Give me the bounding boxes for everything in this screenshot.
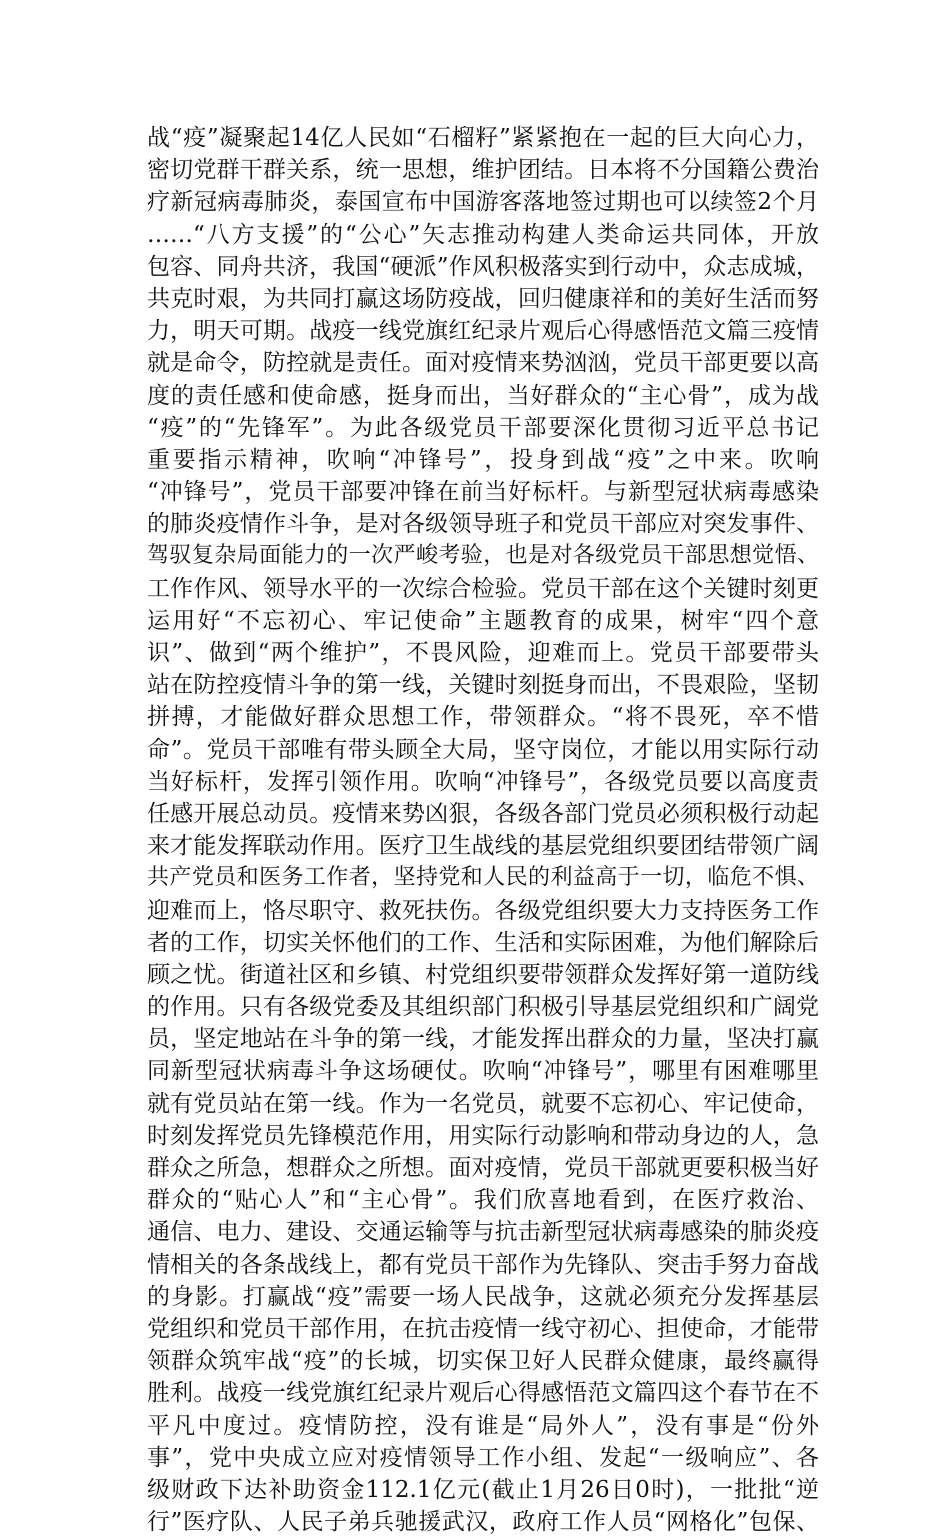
text-line: 命”。党员干部唯有带头顾全大局，坚守岗位，才能以用实际行动 [147,736,819,763]
text-line: 时刻发挥党员先锋模范作用，用实际行动影响和带动身边的人，急 [147,1122,819,1149]
text-line: 群众的“贴心人”和“主心骨”。我们欣喜地看到，在医疗救治、 [147,1187,819,1214]
text-line: “冲锋号”，党员干部要冲锋在前当好标杆。与新型冠状病毒感染 [147,479,819,506]
text-line: 情相关的各条战线上，都有党员干部作为先锋队、突击手努力奋战 [147,1251,819,1278]
text-line: 级财政下达补助资金112.1亿元(截止1月26日0时)，一批批“逆 [147,1476,819,1503]
text-line: 共产党员和医务工作者，坚持党和人民的利益高于一切，临危不惧、 [147,865,819,891]
text-line: 驾驭复杂局面能力的一次严峻考验，也是对各级党员干部思想觉悟、 [147,543,819,569]
text-line: 领群众筑牢战“疫”的长城，切实保卫好人民群众健康，最终赢得 [147,1348,819,1375]
text-line: 就是命令，防控就是责任。面对疫情来势汹汹，党员干部更要以高 [147,350,819,377]
text-line: 站在防控疫情斗争的第一线，关键时刻挺身而出，不畏艰险，坚韧 [147,672,819,699]
text-line: 的作用。只有各级党委及其组织部门积极引导基层党组织和广阔党 [147,994,819,1021]
text-line: 就有党员站在第一线。作为一名党员，就要不忘初心、牢记使命， [147,1090,819,1117]
text-line: 包容、同舟共济，我国“硬派”作风积极落实到行动中，众志成城， [147,253,819,280]
text-line: 迎难而上，恪尽职守、救死扶伤。各级党组织要大力支持医务工作 [147,897,819,924]
text-line: 共克时艰，为共同打赢这场防疫战，回归健康祥和的美好生活而努 [147,285,819,312]
text-line: 行”医疗队、人民子弟兵驰援武汉，政府工作人员“网格化”包保、 [147,1509,819,1536]
text-line: 的身影。打赢战“疫”需要一场人民战争，这就必须充分发挥基层 [147,1283,819,1310]
text-line: 党组织和党员干部作用，在抗击疫情一线守初心、担使命，才能带 [147,1315,819,1342]
text-line: 当好标杆，发挥引领作用。吹响“冲锋号”，各级党员要以高度责 [147,768,819,795]
text-line: 运用好“不忘初心、牢记使命”主题教育的成果，树牢“四个意 [147,607,819,634]
text-line: 力，明天可期。战疫一线党旗红纪录片观后心得感悟范文篇三疫情 [147,318,819,345]
text-line: 工作作风、领导水平的一次综合检验。党员干部在这个关键时刻更 [147,575,819,602]
body-text [147,122,819,1538]
text-line: 重要指示精神，吹响“冲锋号”，投身到战“疫”之中来。吹响 [147,446,819,473]
text-line: ……“八方支援”的“公心”矢志推动构建人类命运共同体，开放 [147,221,819,248]
text-line: 任感开展总动员。疫情来势凶狠，各级各部门党员必须积极行动起 [147,800,819,827]
text-line: 来才能发挥联动作用。医疗卫生战线的基层党组织要团结带领广阔 [147,833,819,860]
text-line: 平凡中度过。疫情防控，没有谁是“局外人”，没有事是“份外 [147,1412,819,1439]
text-line: 事”，党中央成立应对疫情领导工作小组、发起“一级响应”、各 [147,1444,819,1471]
text-line: 战“疫”凝聚起14亿人民如“石榴籽”紧紧抱在一起的巨大向心力， [147,125,819,151]
text-line: 识”、做到“两个维护”，不畏风险，迎难而上。党员干部要带头 [147,640,819,666]
text-line: 者的工作，切实关怀他们的工作、生活和实际困难，为他们解除后 [147,929,819,956]
text-line: 的肺炎疫情作斗争，是对各级领导班子和党员干部应对突发事件、 [147,511,819,538]
text-line: 密切党群干群关系，统一思想，维护团结。日本将不分国籍公费治 [147,157,819,184]
text-line: 通信、电力、建设、交通运输等与抗击新型冠状病毒感染的肺炎疫 [147,1219,819,1246]
text-line: 疗新冠病毒肺炎，泰国宣布中国游客落地签过期也可以续签2个月 [147,189,819,216]
text-line: 顾之忧。街道社区和乡镇、村党组织要带领群众发挥好第一道防线 [147,961,819,988]
text-line: 度的责任感和使命感，挺身而出，当好群众的“主心骨”，成为战 [147,382,819,409]
text-line: 拼搏，才能做好群众思想工作，带领群众。“将不畏死，卒不惜 [147,704,819,731]
text-line: 群众之所急，想群众之所想。面对疫情，党员干部就更要积极当好 [147,1155,819,1181]
text-line: “疫”的“先锋军”。为此各级党员干部要深化贯彻习近平总书记 [147,414,819,441]
text-line: 同新型冠状病毒斗争这场硬仗。吹响“冲锋号”，哪里有困难哪里 [147,1058,819,1085]
text-line: 员，坚定地站在斗争的第一线，才能发挥出群众的力量，坚决打赢 [147,1026,819,1053]
text-line: 胜利。战疫一线党旗红纪录片观后心得感悟范文篇四这个春节在不 [147,1380,819,1407]
